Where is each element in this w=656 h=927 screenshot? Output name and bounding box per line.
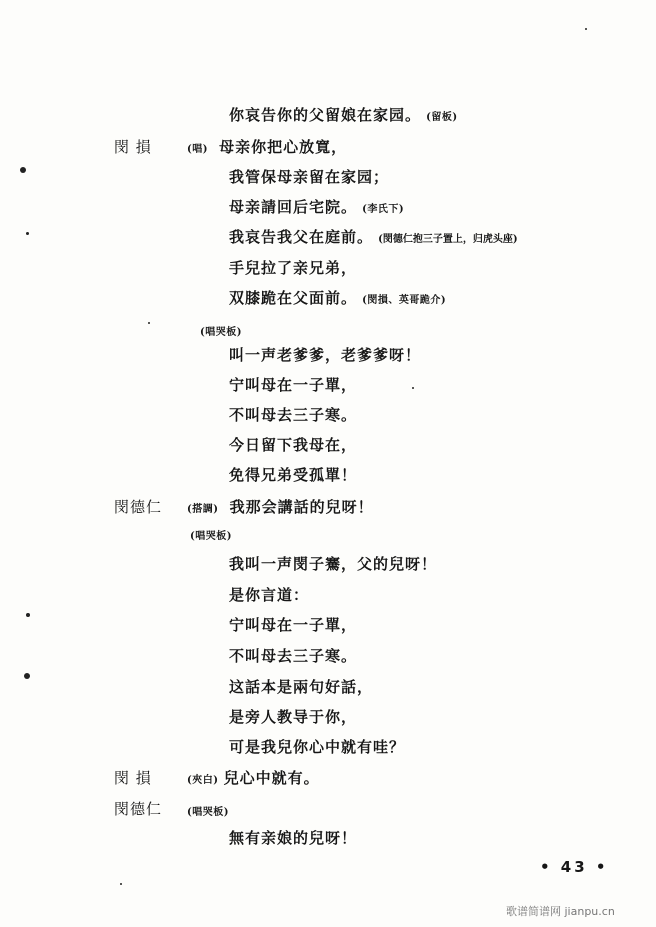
- script-line: [229, 676, 373, 697]
- script-line: [229, 344, 421, 365]
- script-line: [229, 196, 404, 217]
- lyric-text: 無有亲娘的兒呀！: [229, 829, 358, 847]
- script-line: [229, 706, 357, 727]
- scan-speck: [20, 167, 26, 173]
- script-line: [200, 320, 242, 339]
- page-number: • 43 •: [540, 858, 609, 876]
- script-line: [229, 584, 309, 605]
- lyric-text: 你哀告你的父留娘在家园。: [229, 106, 422, 124]
- lyric-text: 我哀告我父在庭前。: [229, 228, 374, 246]
- scan-speck: [26, 613, 30, 617]
- lyric-text: 母亲你把心放寬，: [219, 138, 348, 156]
- scan-speck: [24, 673, 30, 679]
- stage-direction: (李氏下): [362, 204, 405, 215]
- stage-direction: (唱哭板): [200, 327, 242, 338]
- script-line: [229, 257, 357, 278]
- stage-direction: (閔德仁抱三子置上，归虎头座): [378, 234, 518, 245]
- lyric-text: 今日留下我母在，: [229, 436, 358, 454]
- lyric-text: 宁叫母在一子單，: [229, 376, 358, 394]
- scan-speck: [26, 232, 29, 235]
- watermark: 歌谱简谱网 jianpu.cn: [506, 905, 615, 918]
- stage-direction: (唱): [187, 144, 208, 155]
- lyric-text: 双膝跪在父面前。: [229, 289, 358, 307]
- script-line: [190, 524, 232, 543]
- lyric-text: 宁叫母在一子單，: [229, 616, 358, 634]
- scan-speck: [148, 322, 150, 324]
- lyric-text: 不叫母去三子寒。: [229, 647, 358, 665]
- script-line: [229, 827, 357, 848]
- speaker-name: 閔 損: [114, 138, 152, 156]
- stage-direction: (搭調): [187, 504, 219, 515]
- stage-direction: (留板): [426, 112, 458, 123]
- script-line: [229, 553, 437, 574]
- stage-direction: (夾白): [187, 775, 219, 786]
- speaker-name: 閔 損: [114, 769, 152, 787]
- script-line: [229, 404, 357, 425]
- lyric-text: 是旁人教导于你，: [229, 708, 358, 726]
- script-line: [187, 496, 374, 517]
- lyric-text: 母亲請回后宅院。: [229, 198, 358, 216]
- lyric-text: 是你言道：: [229, 586, 310, 604]
- script-line: [229, 166, 389, 187]
- script-line: [229, 287, 446, 308]
- script-line: [187, 800, 229, 819]
- script-line: [187, 136, 347, 157]
- scan-speck: [412, 387, 414, 389]
- script-line: [229, 434, 357, 455]
- stage-direction: (閔損、英哥跪介): [362, 295, 447, 306]
- scan-speck: [585, 28, 587, 30]
- lyric-text: 兒心中就有。: [223, 769, 320, 787]
- script-line: [229, 374, 357, 395]
- lyric-text: 叫一声老爹爹，老爹爹呀！: [229, 346, 422, 364]
- stage-direction: (唱哭板): [190, 531, 232, 542]
- script-line: [187, 767, 320, 788]
- scan-speck: [120, 883, 122, 885]
- stage-direction: (唱哭板): [187, 807, 229, 818]
- lyric-text: 我那会講話的兒呀！: [229, 498, 374, 516]
- script-line: [229, 736, 405, 757]
- script-line: [229, 645, 357, 666]
- lyric-text: 这話本是兩句好話，: [229, 678, 374, 696]
- lyric-text: 我管保母亲留在家园；: [229, 168, 390, 186]
- lyric-text: 可是我兒你心中就有哇？: [229, 738, 406, 756]
- lyric-text: 我叫一声閔子騫，父的兒呀！: [229, 555, 438, 573]
- lyric-text: 不叫母去三子寒。: [229, 406, 358, 424]
- script-line: [229, 104, 458, 125]
- speaker-name: 閔德仁: [114, 498, 163, 516]
- script-line: [229, 464, 357, 485]
- lyric-text: 手兒拉了亲兄弟，: [229, 259, 358, 277]
- script-line: [229, 614, 357, 635]
- speaker-name: 閔德仁: [114, 800, 163, 818]
- script-line: [229, 226, 518, 247]
- lyric-text: 免得兄弟受孤單！: [229, 466, 358, 484]
